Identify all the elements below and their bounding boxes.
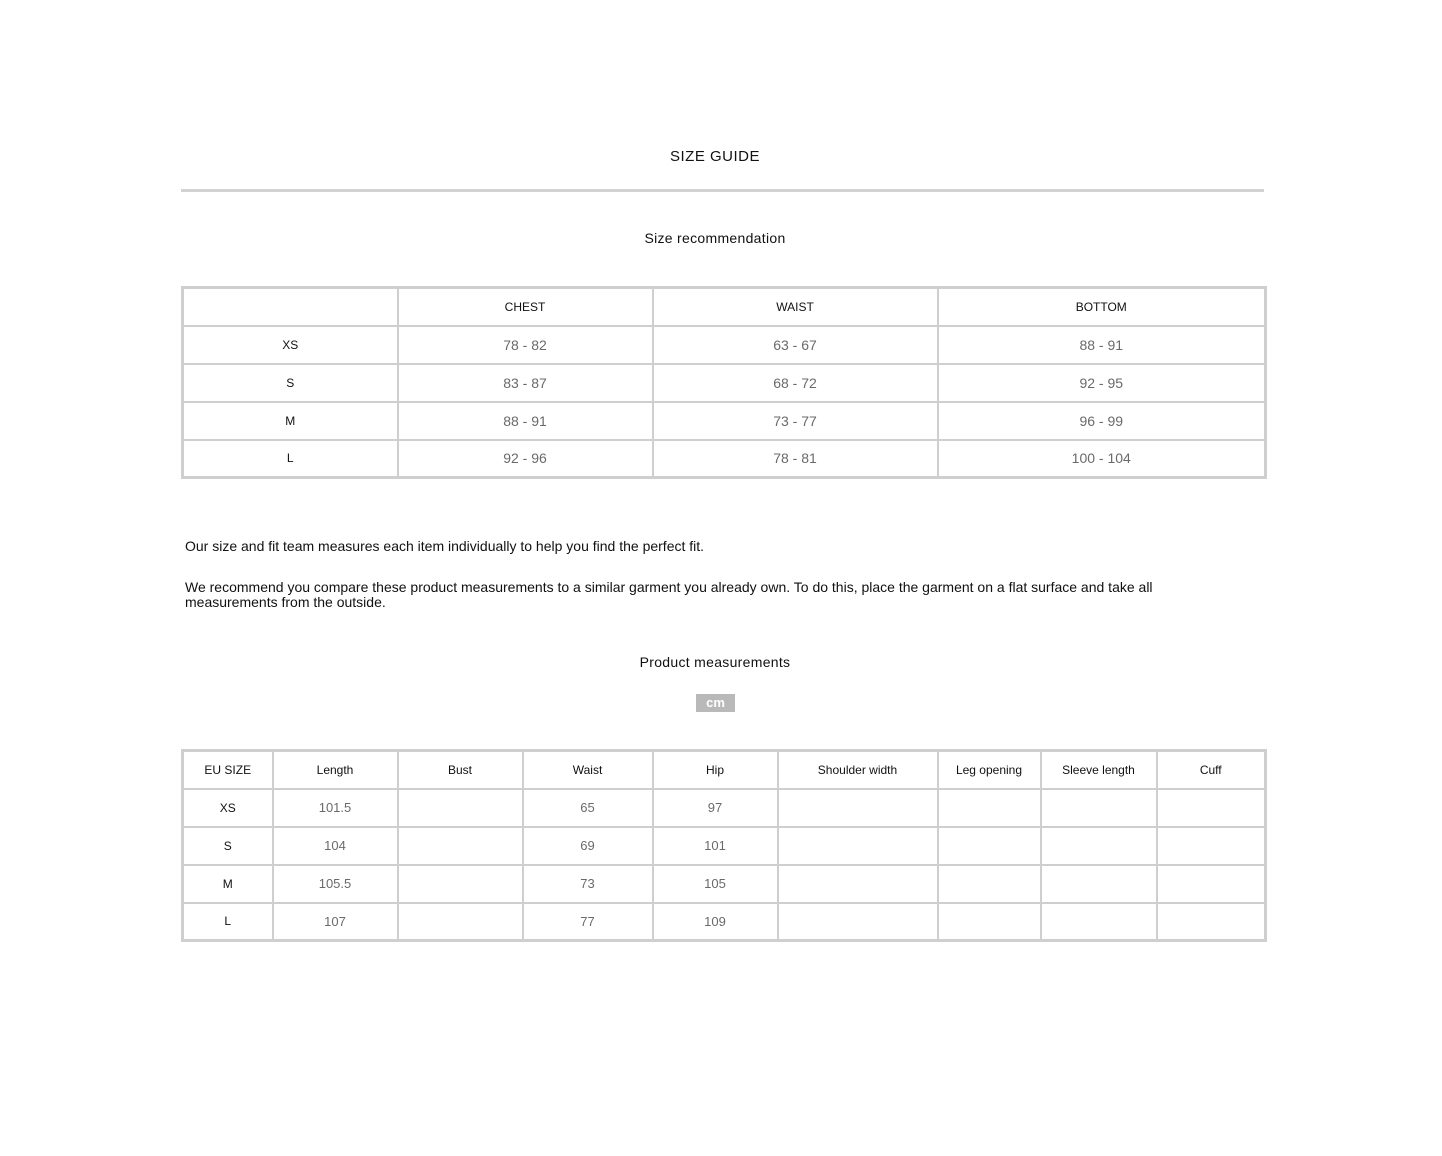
length-cell: 107 [273,903,398,941]
size-cell: S [183,364,398,402]
eu-size-cell: L [183,903,273,941]
leg-opening-cell [938,827,1041,865]
sleeve-length-cell [1041,903,1157,941]
title-divider [181,189,1264,192]
bust-cell [398,903,523,941]
size-recommendation-table [181,286,1267,479]
column-header-waist: Waist [523,751,653,789]
column-header-eu-size: EU SIZE [183,751,273,789]
sleeve-length-cell [1041,827,1157,865]
table-row [183,789,1266,827]
hip-cell: 109 [653,903,778,941]
column-header-shoulder-width: Shoulder width [778,751,938,789]
column-header-empty [183,288,398,326]
hip-cell: 105 [653,865,778,903]
column-header-length: Length [273,751,398,789]
sleeve-length-cell [1041,789,1157,827]
chest-cell: 78 - 82 [398,326,653,364]
eu-size-cell: S [183,827,273,865]
page-title: SIZE GUIDE [669,148,760,165]
eu-size-cell: M [183,865,273,903]
chest-cell: 92 - 96 [398,440,653,478]
table-row [183,827,1266,865]
waist-cell: 73 - 77 [653,402,938,440]
length-cell: 105.5 [273,865,398,903]
size-recommendation-heading: Size recommendation [644,230,786,246]
column-header-leg-opening: Leg opening [938,751,1041,789]
bottom-cell: 88 - 91 [938,326,1266,364]
bottom-cell: 96 - 99 [938,402,1266,440]
length-cell: 101.5 [273,789,398,827]
column-header-bottom: BOTTOM [938,288,1266,326]
bottom-cell: 92 - 95 [938,364,1266,402]
bust-cell [398,827,523,865]
shoulder-width-cell [778,789,938,827]
waist-cell: 77 [523,903,653,941]
bottom-cell: 100 - 104 [938,440,1266,478]
column-header-bust: Bust [398,751,523,789]
table-header-row [183,751,1266,789]
hip-cell: 101 [653,827,778,865]
leg-opening-cell [938,865,1041,903]
size-cell: L [183,440,398,478]
eu-size-cell: XS [183,789,273,827]
sleeve-length-cell [1041,865,1157,903]
table-row [183,440,1266,478]
column-header-chest: CHEST [398,288,653,326]
table-row [183,364,1266,402]
leg-opening-cell [938,789,1041,827]
size-cell: XS [183,326,398,364]
product-measurements-heading: Product measurements [639,654,791,670]
hip-cell: 97 [653,789,778,827]
compare-measurements-paragraph: We recommend you compare these product measurements to a similar garment you already own. To do this, place the garment on a flat surface and take all measurements from the outside. [185,579,1153,610]
table-row [183,402,1266,440]
column-header-cuff: Cuff [1157,751,1266,789]
shoulder-width-cell [778,865,938,903]
column-header-hip: Hip [653,751,778,789]
cuff-cell [1157,827,1266,865]
product-measurements-table [181,749,1267,942]
waist-cell: 78 - 81 [653,440,938,478]
waist-cell: 69 [523,827,653,865]
leg-opening-cell [938,903,1041,941]
waist-cell: 65 [523,789,653,827]
chest-cell: 88 - 91 [398,402,653,440]
table-row [183,865,1266,903]
shoulder-width-cell [778,827,938,865]
unit-toggle-cm[interactable]: cm [696,694,735,712]
bust-cell [398,865,523,903]
table-header-row [183,288,1266,326]
table-row [183,326,1266,364]
column-header-waist: WAIST [653,288,938,326]
table-row [183,903,1266,941]
chest-cell: 83 - 87 [398,364,653,402]
shoulder-width-cell [778,903,938,941]
cuff-cell [1157,903,1266,941]
waist-cell: 63 - 67 [653,326,938,364]
column-header-sleeve-length: Sleeve length [1041,751,1157,789]
size-cell: M [183,402,398,440]
cuff-cell [1157,865,1266,903]
fit-team-paragraph: Our size and fit team measures each item individually to help you find the perfect fit. [185,538,705,554]
length-cell: 104 [273,827,398,865]
waist-cell: 68 - 72 [653,364,938,402]
cuff-cell [1157,789,1266,827]
bust-cell [398,789,523,827]
waist-cell: 73 [523,865,653,903]
